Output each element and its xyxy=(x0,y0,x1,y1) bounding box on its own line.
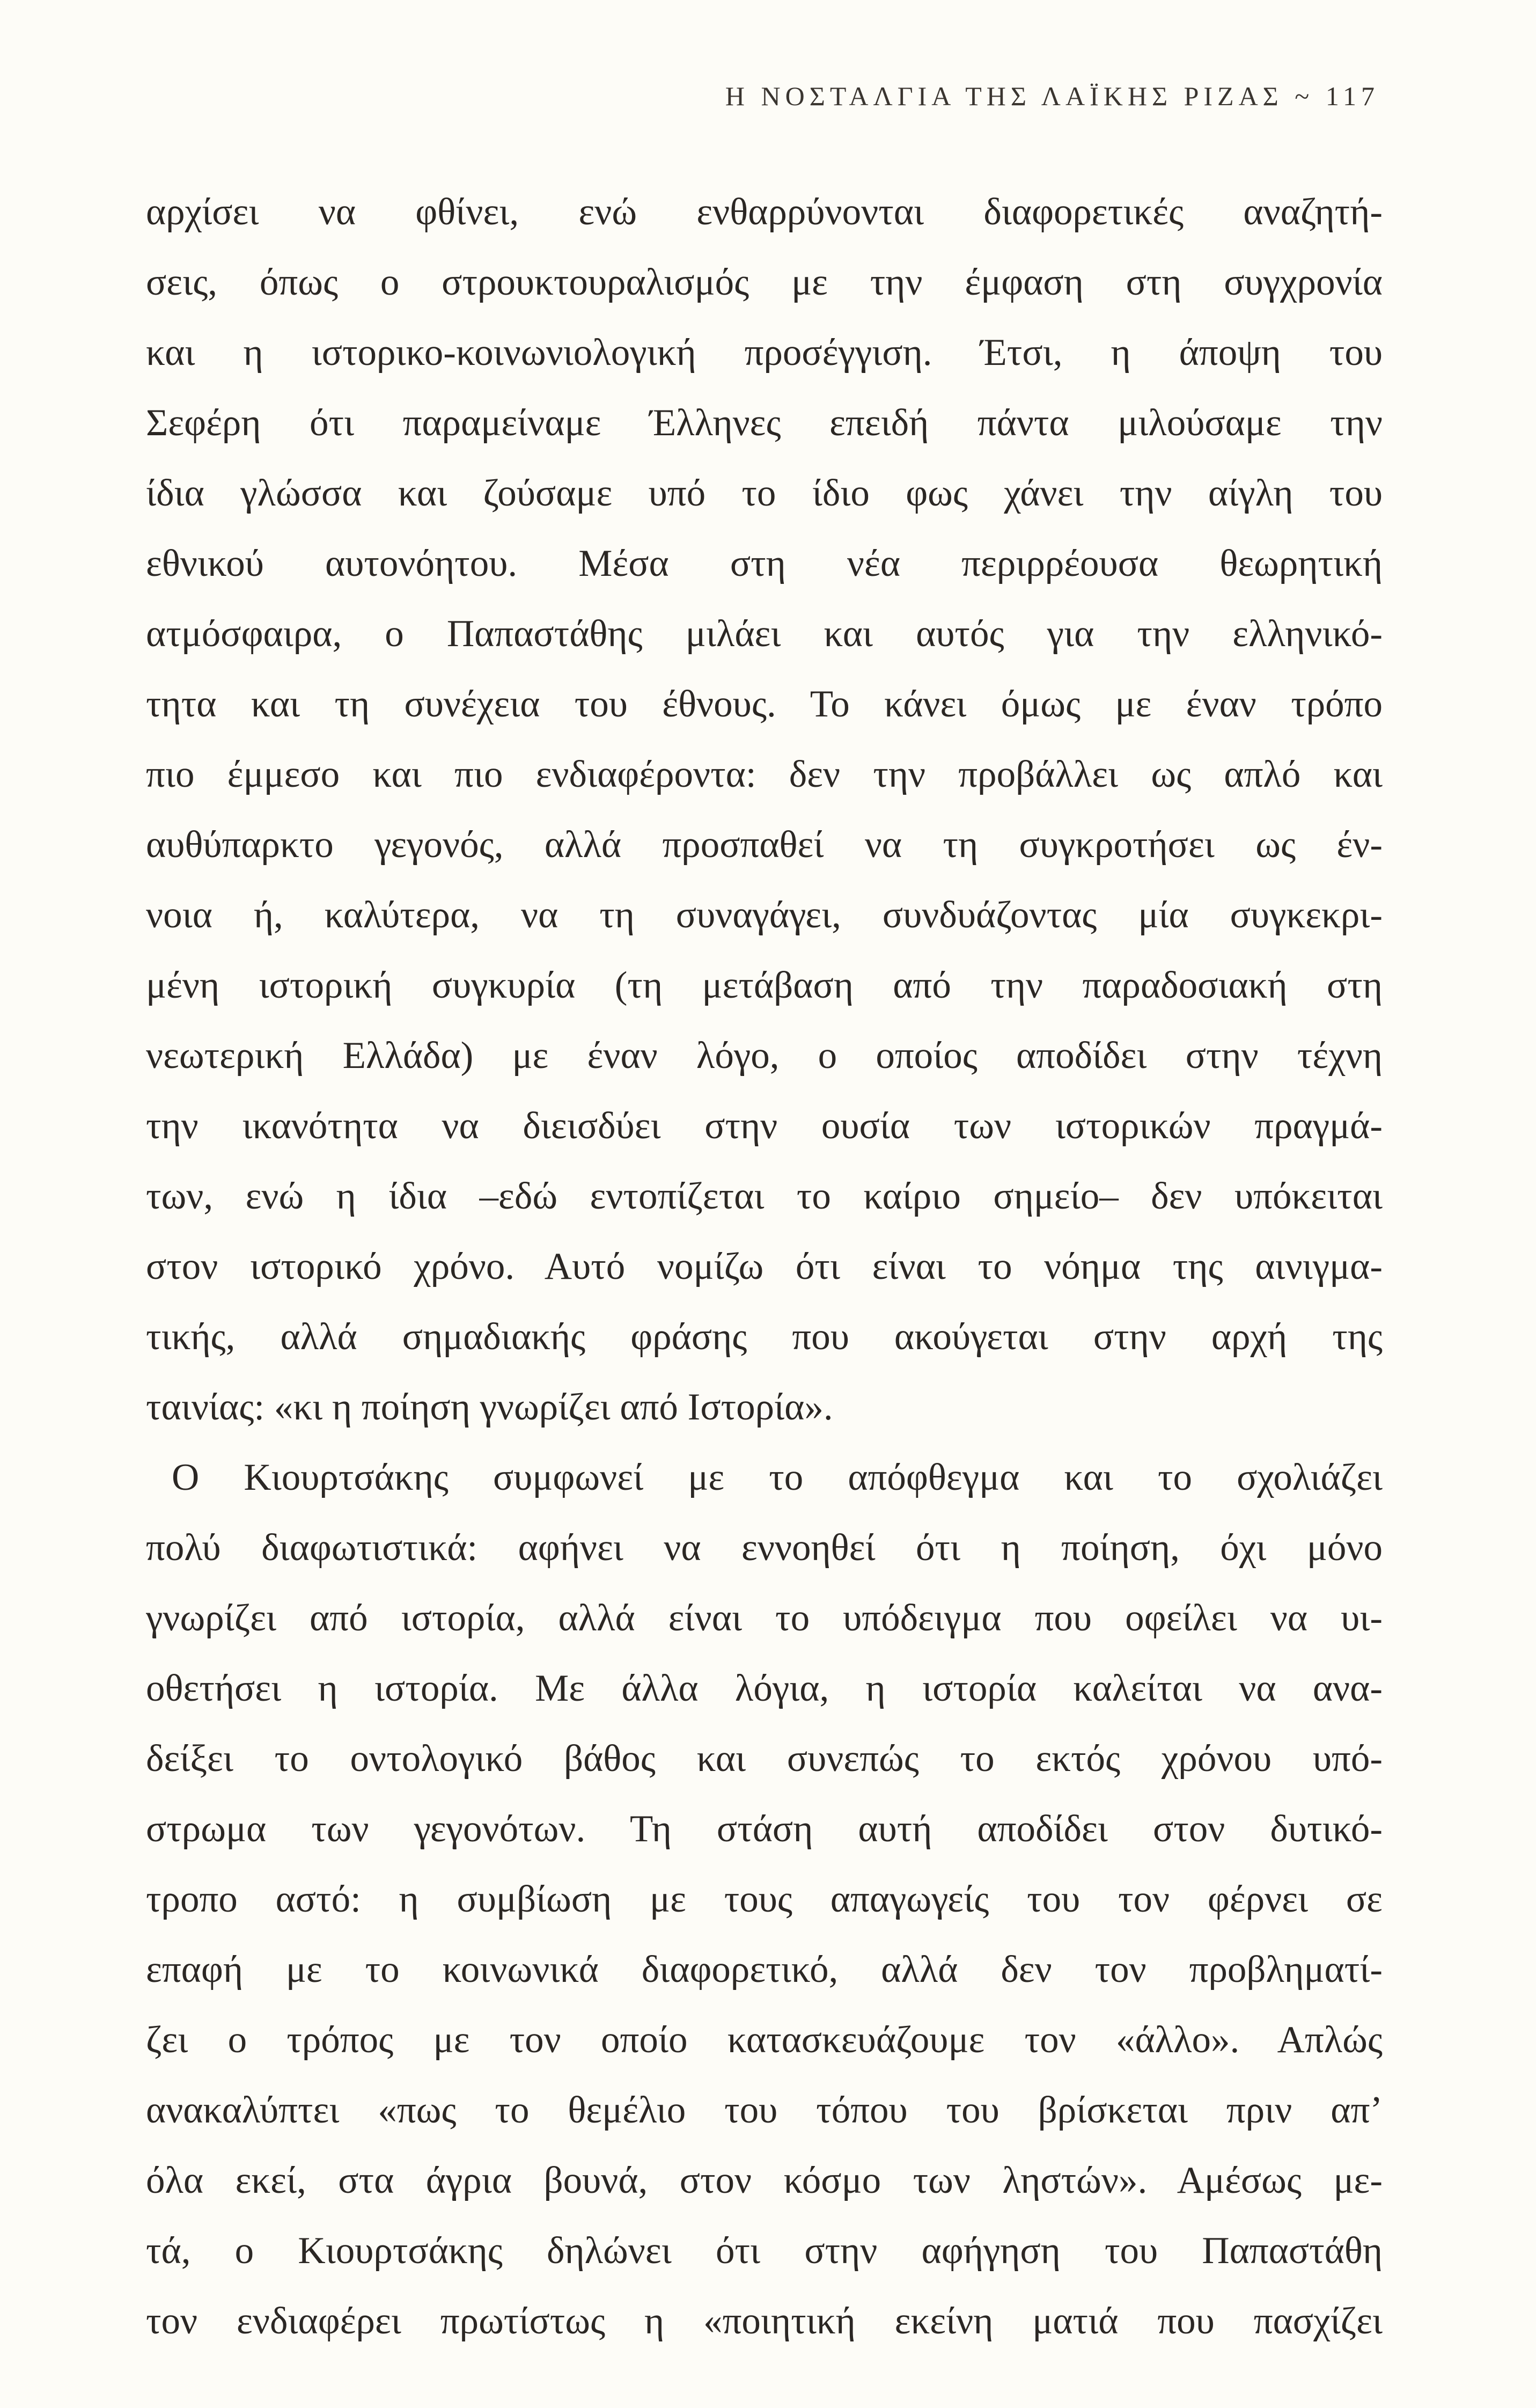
text-line: ταινίας: «κι η ποίηση γνωρίζει από Ιστορία». xyxy=(146,1386,833,1428)
text-line: ζει ο τρόπος με τον οποίο κατασκευάζουμε τον «άλλο». Απλώς xyxy=(146,2019,1383,2061)
text-line: τροπο αστό: η συμβίωση με τους απαγωγείς του τον φέρνει σε xyxy=(146,1878,1383,1920)
running-title: Η ΝΟΣΤΑΛΓΙΑ ΤΗΣ ΛΑΪΚΗΣ ΡΙΖΑΣ xyxy=(725,81,1283,111)
text-line: οθετήσει η ιστορία. Με άλλα λόγια, η ιστορία καλείται να ανα- xyxy=(146,1667,1383,1709)
text-line: πιο έμμεσο και πιο ενδιαφέροντα: δεν την προβάλλει ως απλό και xyxy=(146,753,1383,795)
page-number: 117 xyxy=(1325,81,1379,111)
paragraph-2 xyxy=(146,1443,1383,2356)
text-line: ανακαλύπτει «πως το θεμέλιο του τόπου του βρίσκεται πριν απ’ xyxy=(146,2089,1383,2131)
text-line: νοια ή, καλύτερα, να τη συναγάγει, συνδυάζοντας μία συγκεκρι- xyxy=(146,894,1383,936)
text-line: και η ιστορικο-κοινωνιολογική προσέγγιση. Έτσι, η άποψη του xyxy=(146,332,1383,374)
text-line: πολύ διαφωτιστικά: αφήνει να εννοηθεί ότι η ποίηση, όχι μόνο xyxy=(146,1527,1383,1569)
text-line: τον ενδιαφέρει πρωτίστως η «ποιητική εκείνη ματιά που πασχίζει xyxy=(146,2300,1383,2342)
text-line: νεωτερική Ελλάδα) με έναν λόγο, ο οποίος αποδίδει στην τέχνη xyxy=(146,1035,1383,1077)
text-line: αρχίσει να φθίνει, ενώ ενθαρρύνονται διαφορετικές αναζητή- xyxy=(146,191,1383,233)
text-line: σεις, όπως ο στρουκτουραλισμός με την έμφαση στη συγχρονία xyxy=(146,261,1383,303)
text-line: στον ιστορικό χρόνο. Αυτό νομίζω ότι είναι το νόημα της αινιγμα- xyxy=(146,1246,1383,1287)
text-line: την ικανότητα να διεισδύει στην ουσία των ιστορικών πραγμά- xyxy=(146,1105,1383,1147)
text-line: στρωμα των γεγονότων. Τη στάση αυτή αποδίδει στον δυτικό- xyxy=(146,1808,1383,1850)
running-head xyxy=(725,80,1379,112)
text-line: τητα και τη συνέχεια του έθνους. Το κάνει όμως με έναν τρόπο xyxy=(146,683,1383,725)
paragraph-1 xyxy=(146,177,1383,1443)
text-line: δείξει το οντολογικό βάθος και συνεπώς το εκτός χρόνου υπό- xyxy=(146,1738,1383,1780)
text-line: εθνικού αυτονόητου. Μέσα στη νέα περιρρέουσα θεωρητική xyxy=(146,543,1383,584)
text-line: τικής, αλλά σημαδιακής φράσης που ακούγεται στην αρχή της xyxy=(146,1316,1383,1358)
text-line: Ο Κιουρτσάκης συμφωνεί με το απόφθεγμα και το σχολιάζει xyxy=(172,1456,1383,1498)
running-head-separator: ~ xyxy=(1295,81,1314,111)
text-line: των, ενώ η ίδια –εδώ εντοπίζεται το καίριο σημείο– δεν υπόκειται xyxy=(146,1175,1383,1217)
text-line: αυθύπαρκτο γεγονός, αλλά προσπαθεί να τη συγκροτήσει ως έν- xyxy=(146,824,1383,866)
text-line: Σεφέρη ότι παραμείναμε Έλληνες επειδή πάντα μιλούσαμε την xyxy=(146,402,1383,444)
text-line: επαφή με το κοινωνικά διαφορετικό, αλλά δεν τον προβληματί- xyxy=(146,1949,1383,1990)
text-line: τά, ο Κιουρτσάκης δηλώνει ότι στην αφήγηση του Παπαστάθη xyxy=(146,2230,1383,2272)
text-line: ατμόσφαιρα, ο Παπαστάθης μιλάει και αυτός για την ελληνικό- xyxy=(146,613,1383,655)
text-line: ίδια γλώσσα και ζούσαμε υπό το ίδιο φως χάνει την αίγλη του xyxy=(146,472,1383,514)
text-line: γνωρίζει από ιστορία, αλλά είναι το υπόδειγμα που οφείλει να υι- xyxy=(146,1597,1383,1639)
body-text xyxy=(146,177,1383,2356)
text-line: μένη ιστορική συγκυρία (τη μετάβαση από την παραδοσιακή στη xyxy=(146,964,1383,1006)
text-line: όλα εκεί, στα άγρια βουνά, στον κόσμο των ληστών». Αμέσως με- xyxy=(146,2160,1383,2201)
